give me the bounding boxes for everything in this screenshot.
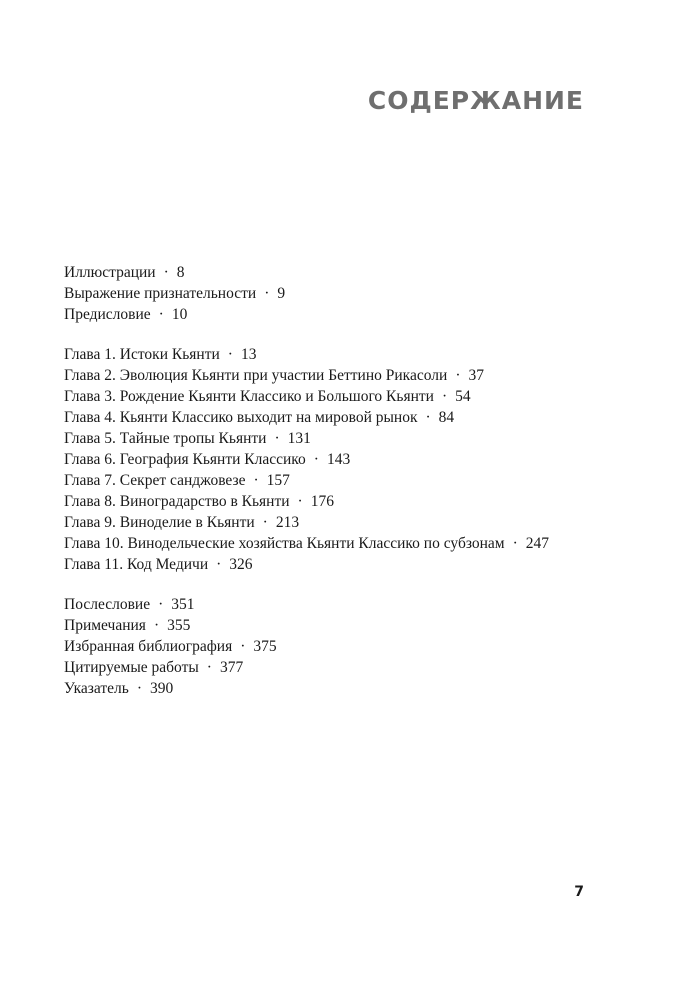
toc-entry-page: 8 (176, 264, 185, 281)
toc-entry-title: Выражение признательности (64, 285, 257, 302)
toc-separator-dot: · (274, 430, 280, 447)
toc-separator-dot: · (227, 346, 233, 363)
toc-entry-page: 84 (438, 409, 455, 426)
toc-entry (64, 365, 624, 386)
toc-separator-dot: · (262, 514, 268, 531)
toc-entry-title: Послесловие (64, 596, 151, 613)
toc-separator-dot: · (240, 638, 246, 655)
toc-entry-title: Глава 11. Код Медичи (64, 556, 209, 573)
toc-entry (64, 512, 624, 533)
toc-separator-dot: · (264, 285, 270, 302)
toc-separator-dot: · (163, 264, 169, 281)
toc-entry-title: Указатель (64, 680, 129, 697)
toc-entry-page: 377 (219, 659, 244, 676)
toc-entry-title: Примечания (64, 617, 146, 634)
toc-entry-page: 247 (525, 535, 550, 552)
toc-entry-title: Глава 8. Виноградарство в Кьянти (64, 493, 290, 510)
toc-entry-page: 157 (266, 472, 290, 489)
page-number: 7 (574, 884, 584, 900)
toc-separator-dot: · (206, 659, 212, 676)
toc-entry-title: Иллюстрации (64, 264, 156, 281)
toc-entry (64, 533, 624, 554)
toc-entry-page: 213 (275, 514, 300, 531)
toc-entry (64, 657, 624, 678)
toc-entry (64, 470, 624, 491)
toc-entry-page: 13 (240, 346, 257, 363)
toc-entry-title: Глава 1. Истоки Кьянти (64, 346, 220, 363)
toc-separator-dot: · (313, 451, 319, 468)
toc-entry (64, 449, 624, 470)
toc-entry-page: 176 (310, 493, 334, 510)
toc-separator-dot: · (136, 680, 143, 697)
toc-entry-title: Глава 9. Виноделие в Кьянти (64, 514, 255, 531)
toc-entry (64, 678, 624, 699)
toc-entry-page: 131 (287, 430, 311, 447)
toc-entry-title: Глава 3. Рождение Кьянти Классико и Большого Кьянти (64, 388, 434, 405)
toc-entry-title: Предисловие (64, 306, 151, 323)
toc-entry (64, 386, 624, 407)
toc-entry (64, 636, 624, 657)
toc-entry-title: Глава 10. Винодельческие хозяйства Кьянти Классико по субзонам (64, 535, 505, 552)
toc-entry-title: Глава 6. География Кьянти Классико (64, 451, 306, 468)
toc-front-matter (64, 262, 624, 325)
toc-separator-dot: · (455, 367, 461, 384)
toc-entry (64, 262, 624, 283)
toc-entry-page: 355 (167, 617, 191, 634)
toc-entry-page: 9 (277, 285, 286, 302)
toc-entry-page: 143 (326, 451, 351, 468)
toc-chapters (64, 344, 624, 575)
toc-back-matter (64, 594, 624, 699)
toc-entry (64, 344, 624, 365)
toc-entry-title: Глава 5. Тайные тропы Кьянти (64, 430, 267, 447)
toc-separator-dot: · (158, 306, 164, 323)
toc-separator-dot: · (425, 409, 431, 426)
toc-entry-page: 326 (229, 556, 253, 573)
toc-separator-dot: · (441, 388, 448, 405)
toc-separator-dot: · (158, 596, 164, 613)
toc-entry (64, 491, 624, 512)
toc-entry (64, 594, 624, 615)
toc-separator-dot: · (512, 535, 518, 552)
toc-entry (64, 615, 624, 636)
toc-entry-page: 390 (150, 680, 174, 697)
toc-entry-title: Цитируемые работы (64, 659, 199, 676)
toc-separator-dot: · (216, 556, 222, 573)
page-title: СОДЕРЖАНИЕ (367, 86, 584, 115)
toc-entry (64, 304, 624, 325)
toc-entry-title: Глава 4. Кьянти Классико выходит на мировой рынок (64, 409, 418, 426)
toc-separator-dot: · (253, 472, 259, 489)
toc-entry-page: 54 (455, 388, 471, 405)
table-of-contents (64, 262, 624, 718)
toc-entry (64, 283, 624, 304)
toc-entry (64, 407, 624, 428)
toc-entry (64, 428, 624, 449)
toc-separator-dot: · (153, 617, 160, 634)
toc-entry-page: 375 (253, 638, 277, 655)
toc-entry-page: 37 (468, 367, 484, 384)
toc-separator-dot: · (297, 493, 303, 510)
toc-entry-title: Глава 7. Секрет санджовезе (64, 472, 246, 489)
toc-entry-title: Избранная библиография (64, 638, 233, 655)
toc-entry-page: 351 (171, 596, 195, 613)
toc-entry-title: Глава 2. Эволюция Кьянти при участии Беттино Рикасоли (64, 367, 448, 384)
toc-entry (64, 554, 624, 575)
toc-entry-page: 10 (171, 306, 188, 323)
